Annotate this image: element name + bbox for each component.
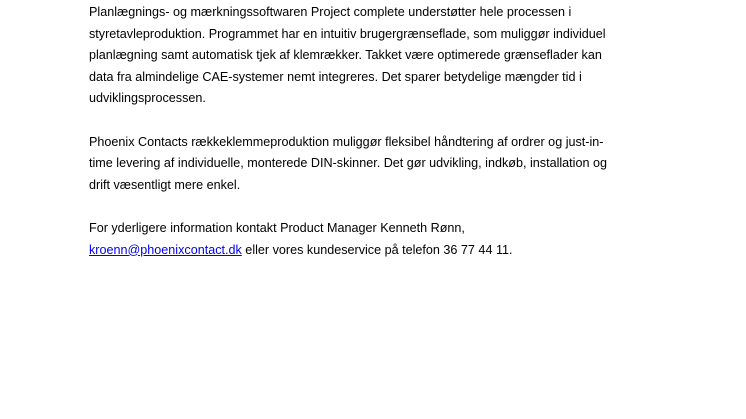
paragraph-project-complete: Planlægnings- og mærkningssoftwaren Project complete understøtter hele processen i styretavleproduktion. Programmet har en intuitiv brugergrænseflade, som muliggør individuel planlægning samt automatisk tjek af klemrækker. Takket være optimerede grænseflader kan data fra almindelige CAE-systemer nemt integreres. Det sparer betydelige mængder tid i udviklingsprocessen. <box>89 5 606 106</box>
document-body <box>89 2 619 261</box>
paragraph-contact <box>89 218 619 261</box>
contact-outro: eller vores kundeservice på telefon 36 77 44 11. <box>241 242 513 257</box>
email-link[interactable]: kroenn@phoenixcontact.dk <box>89 242 242 257</box>
paragraph-rail-production: Phoenix Contacts rækkeklemmeproduktion muliggør fleksibel håndtering af ordrer og just-in-time levering af individuelle, monterede DIN-skinner. Det gør udvikling, indkøb, installation og drift væsentligt mere enkel. <box>89 134 607 192</box>
contact-intro: For yderligere information kontakt Product Manager Kenneth Rønn, <box>89 220 465 235</box>
